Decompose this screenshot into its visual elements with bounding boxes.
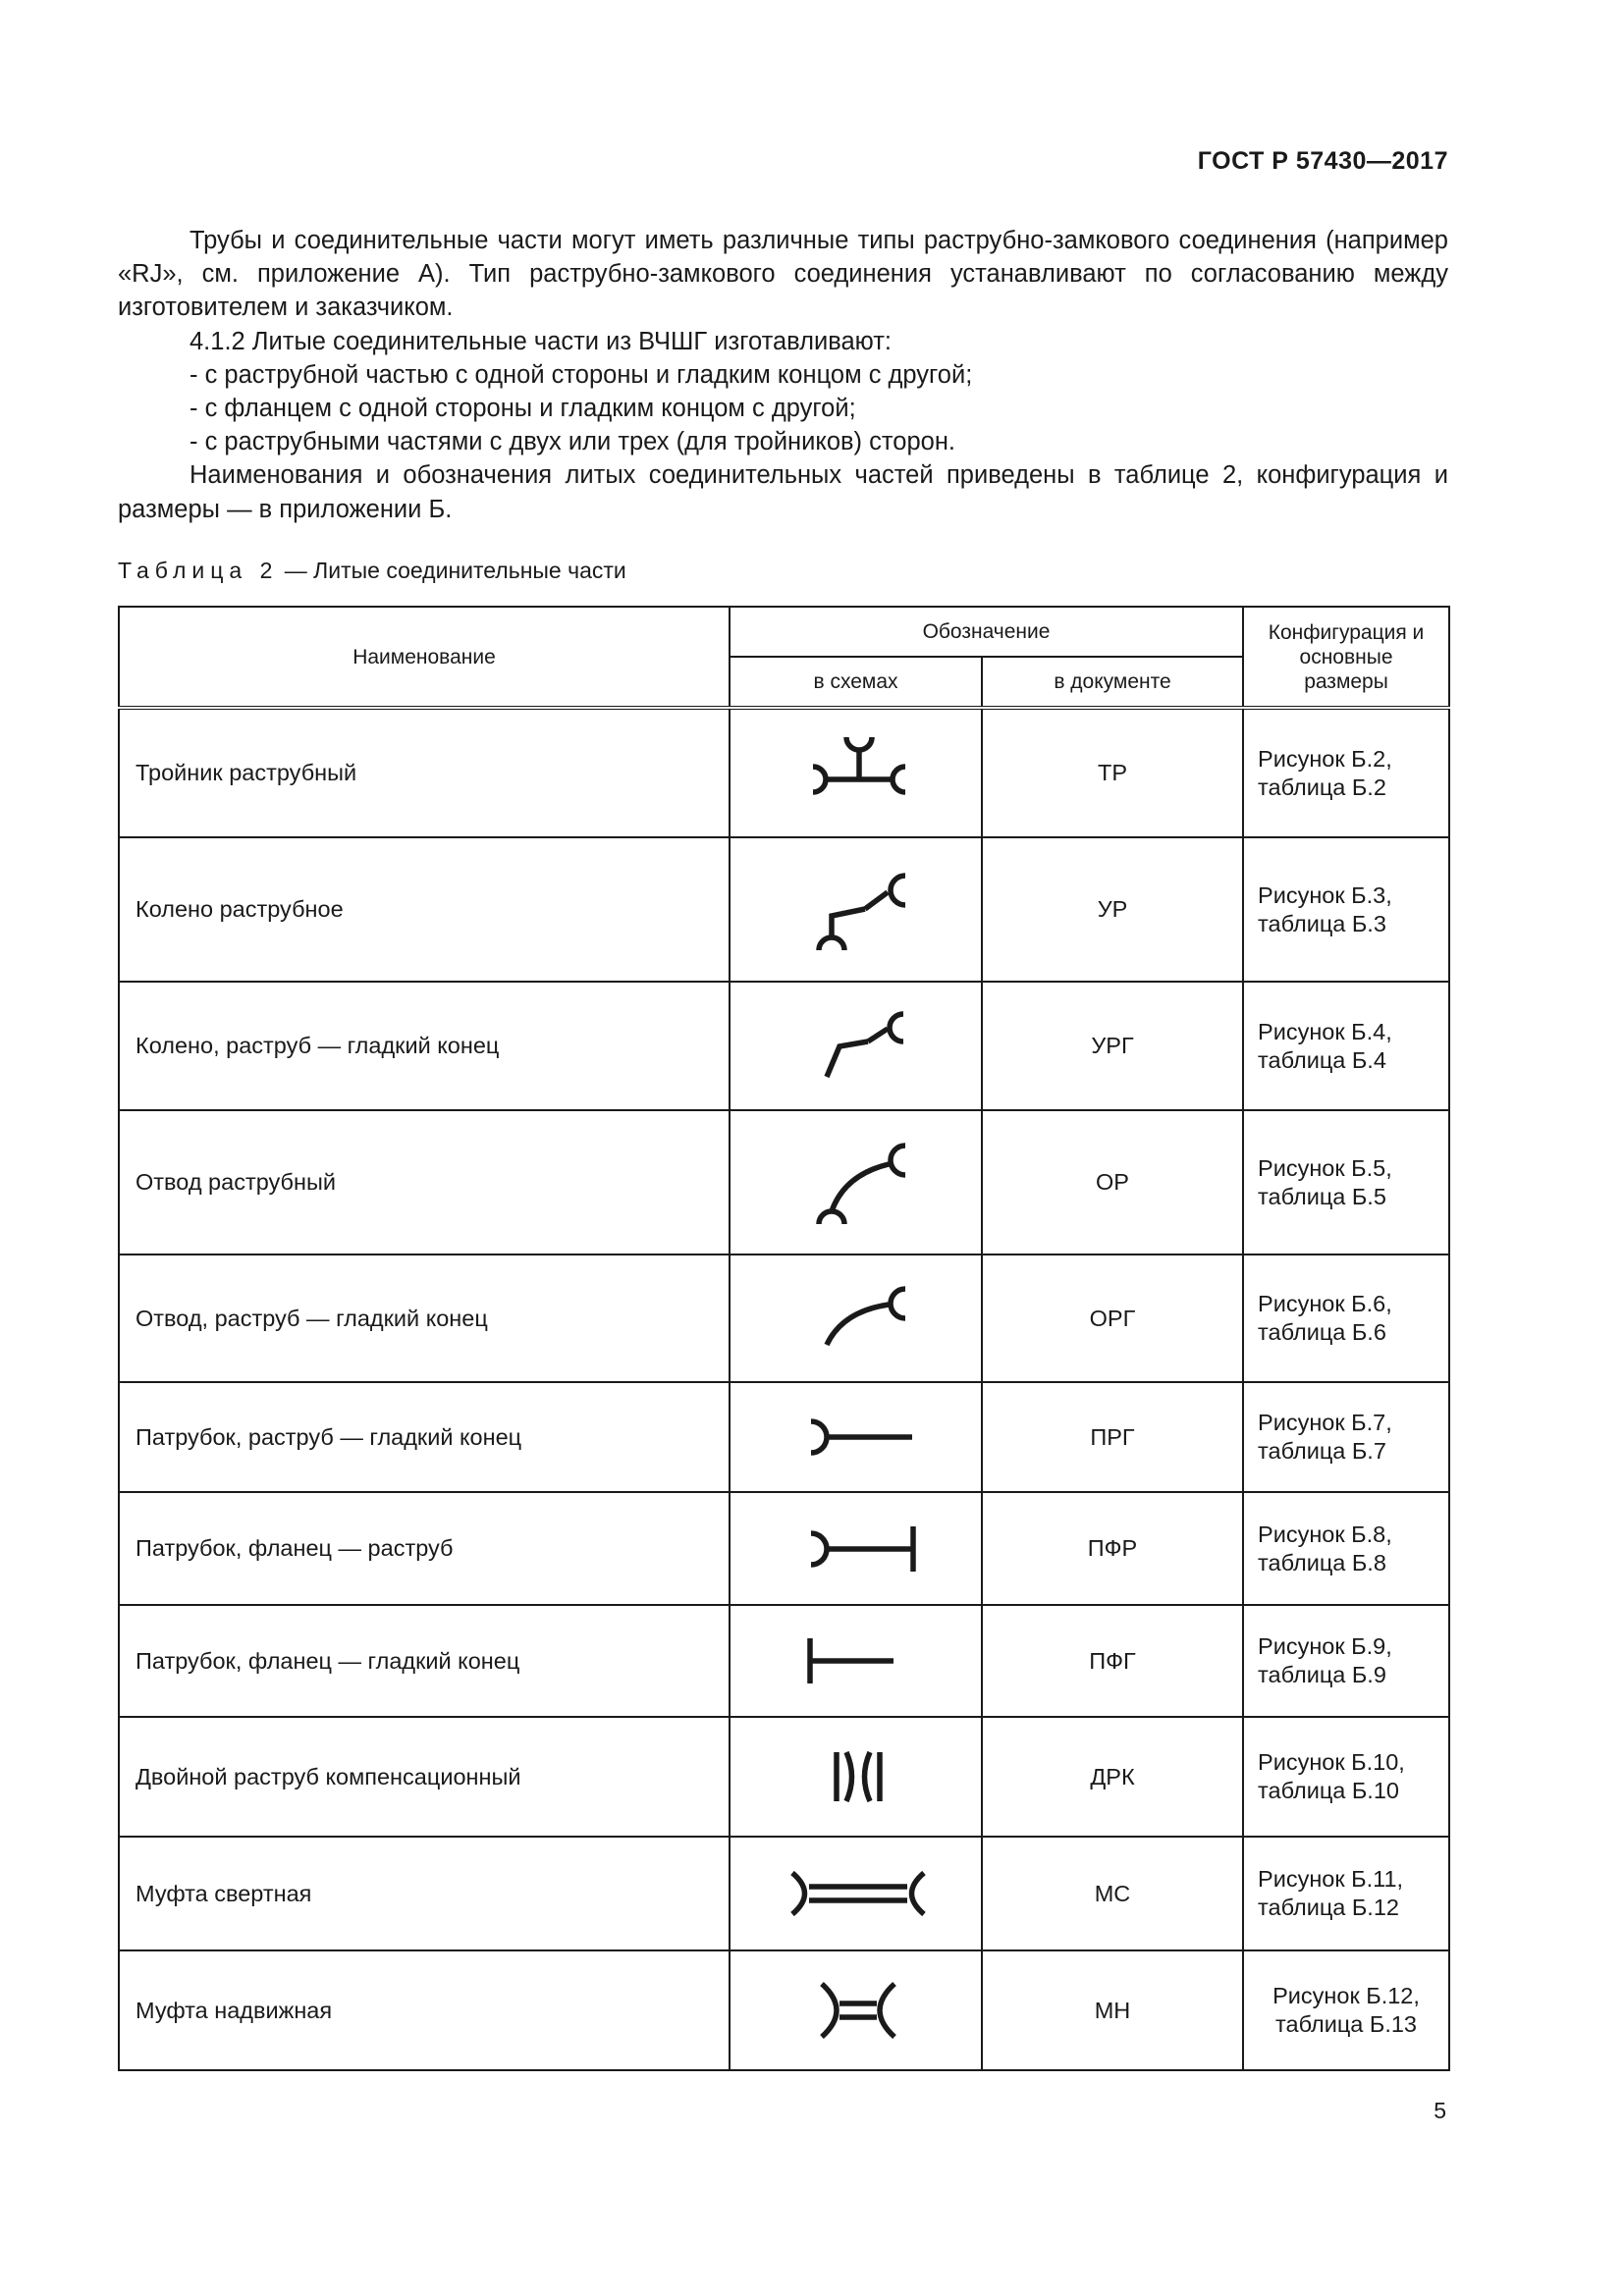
intro-text [118, 224, 1448, 526]
part-code: ПФГ [982, 1605, 1243, 1717]
header-in-schemes: в схемах [730, 657, 982, 708]
bend-socket-icon [758, 861, 954, 959]
part-config [1243, 1382, 1449, 1492]
part-config [1243, 982, 1449, 1110]
part-name: Отвод раструбный [119, 1110, 730, 1255]
part-code: УРГ [982, 982, 1243, 1110]
config-figure: Рисунок Б.8, [1258, 1521, 1392, 1547]
table-row [119, 708, 1449, 837]
config-table: таблица Б.5 [1258, 1183, 1386, 1209]
config-table: таблица Б.4 [1258, 1046, 1386, 1073]
part-config [1243, 1717, 1449, 1837]
part-name: Патрубок, фланец — раструб [119, 1492, 730, 1605]
paragraph: Наименования и обозначения литых соединительных частей приведены в таблице 2, конфигурация и размеры — в приложении Б. [118, 461, 1448, 523]
table-row [119, 1950, 1449, 2070]
table-row [119, 1605, 1449, 1717]
config-table: таблица Б.3 [1258, 910, 1386, 936]
part-name: Отвод, раструб — гладкий конец [119, 1255, 730, 1382]
config-table: таблица Б.8 [1258, 1549, 1386, 1575]
table-row [119, 982, 1449, 1110]
pipe-socket-spigot-icon [758, 1408, 954, 1467]
config-figure: Рисунок Б.12, [1272, 1983, 1420, 2008]
offset-socket-spigot-icon [758, 1274, 954, 1362]
part-name: Колено раструбное [119, 837, 730, 982]
config-figure: Рисунок Б.10, [1258, 1749, 1405, 1775]
config-table: таблица Б.7 [1258, 1438, 1386, 1464]
list-item: - с раструбными частями с двух или трех (для тройников) сторон. [189, 428, 955, 456]
fittings-table [118, 606, 1450, 2071]
list-item: - с фланцем с одной стороны и гладким концом с другой; [189, 395, 856, 423]
config-table: таблица Б.6 [1258, 1319, 1386, 1345]
offset-socket-icon [758, 1134, 954, 1232]
part-code: ТР [982, 708, 1243, 837]
list-item: - с раструбной частью с одной стороны и гладким концом с другой; [189, 360, 973, 389]
table-caption-title: — Литые соединительные части [278, 558, 626, 583]
part-code: ДРК [982, 1717, 1243, 1837]
config-figure: Рисунок Б.4, [1258, 1018, 1392, 1044]
config-figure: Рисунок Б.3, [1258, 881, 1392, 908]
part-code: ОРГ [982, 1255, 1243, 1382]
standard-header: ГОСТ Р 57430—2017 [1197, 147, 1448, 175]
table-caption [118, 558, 626, 584]
part-name: Муфта надвижная [119, 1950, 730, 2070]
table-row [119, 1255, 1449, 1382]
part-config [1243, 1255, 1449, 1382]
config-table: таблица Б.12 [1258, 1895, 1399, 1920]
coupling-rolled-icon [758, 1859, 954, 1928]
header-config: Конфигурация и основные размеры [1243, 607, 1449, 708]
table-row [119, 1382, 1449, 1492]
config-figure: Рисунок Б.5, [1258, 1154, 1392, 1181]
table-caption-label: Таблица 2 [118, 558, 279, 583]
part-name: Муфта свертная [119, 1837, 730, 1950]
double-socket-icon [758, 1742, 954, 1811]
config-table: таблица Б.13 [1275, 2011, 1417, 2037]
coupling-sliding-icon [758, 1976, 954, 2045]
tee-socket-icon [758, 729, 954, 818]
bend-socket-spigot-icon [758, 1002, 954, 1091]
header-designation: Обозначение [730, 607, 1243, 657]
config-figure: Рисунок Б.2, [1258, 745, 1392, 772]
part-code: ПФР [982, 1492, 1243, 1605]
config-table: таблица Б.10 [1258, 1778, 1399, 1803]
part-code: МС [982, 1837, 1243, 1950]
part-code: ОР [982, 1110, 1243, 1255]
paragraph: Трубы и соединительные части могут иметь различные типы раструбно-замкового соединения (например «RJ», см. приложение А). Тип раструбно-замкового соединения устанавливают по согласованию между изготовителем и заказчиком. [118, 227, 1448, 322]
table-row [119, 1717, 1449, 1837]
table-row [119, 1837, 1449, 1950]
config-table: таблица Б.2 [1258, 774, 1386, 800]
header-in-document: в документе [982, 657, 1243, 708]
part-code: ПРГ [982, 1382, 1243, 1492]
config-figure: Рисунок Б.7, [1258, 1410, 1392, 1435]
part-config [1243, 1110, 1449, 1255]
pipe-flange-spigot-icon [758, 1627, 954, 1695]
config-figure: Рисунок Б.11, [1258, 1866, 1404, 1892]
part-config [1243, 1492, 1449, 1605]
part-config [1243, 1950, 1449, 2070]
pipe-flange-socket-icon [758, 1515, 954, 1583]
part-name: Патрубок, раструб — гладкий конец [119, 1382, 730, 1492]
part-config [1243, 1605, 1449, 1717]
part-name: Колено, раструб — гладкий конец [119, 982, 730, 1110]
part-code: УР [982, 837, 1243, 982]
table-row [119, 837, 1449, 982]
config-figure: Рисунок Б.9, [1258, 1633, 1392, 1659]
table-row [119, 1110, 1449, 1255]
part-name: Патрубок, фланец — гладкий конец [119, 1605, 730, 1717]
part-config [1243, 837, 1449, 982]
page-number: 5 [1434, 2098, 1446, 2123]
config-table: таблица Б.9 [1258, 1662, 1386, 1687]
paragraph: 4.1.2 Литые соединительные части из ВЧШГ изготавливают: [189, 327, 893, 355]
header-name: Наименование [119, 607, 730, 708]
part-config [1243, 1837, 1449, 1950]
part-config [1243, 708, 1449, 837]
part-name: Тройник раструбный [119, 708, 730, 837]
part-name: Двойной раструб компенсационный [119, 1717, 730, 1837]
part-code: МН [982, 1950, 1243, 2070]
config-figure: Рисунок Б.6, [1258, 1291, 1392, 1316]
table-row [119, 1492, 1449, 1605]
